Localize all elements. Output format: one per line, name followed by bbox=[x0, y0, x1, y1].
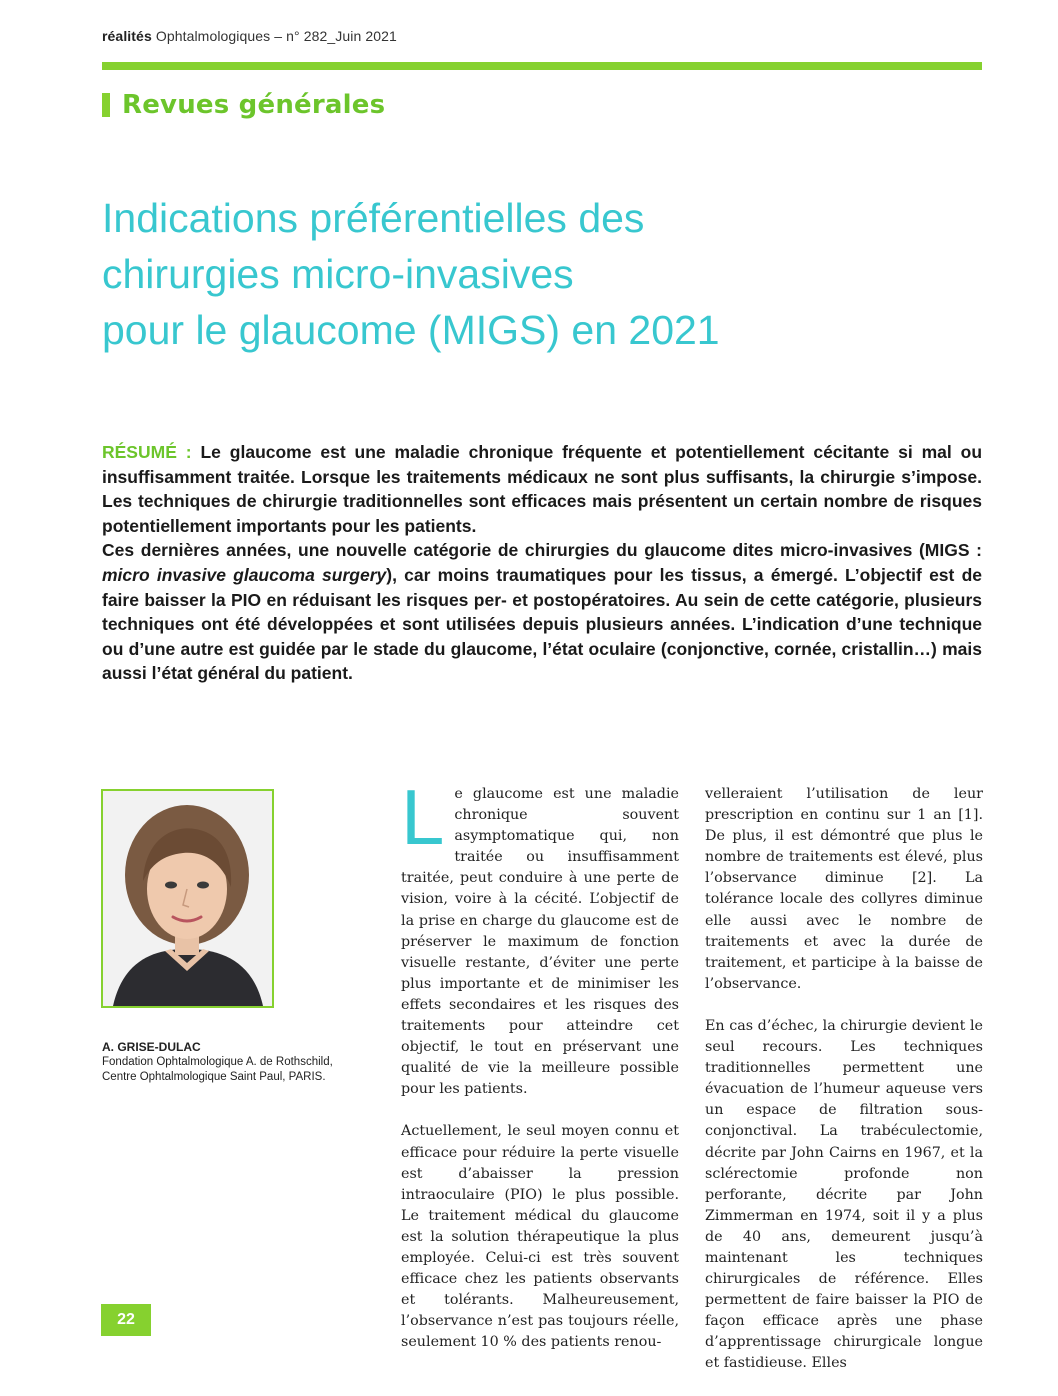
body-column-1 bbox=[401, 773, 679, 1374]
header-rule bbox=[102, 62, 982, 70]
abstract-paragraph-1 bbox=[102, 440, 982, 538]
abstract-text-2b: ), car moins traumatiques pour les tissus, a émergé. L’objectif est de faire baisser la PIO en réduisant les risques per- et postopératoires. Au sein de cette catégorie, plusieurs techniques ont été développées et sont utilisées depuis plusieurs années. L’indication d’une technique ou d’une autre est guidée par le stade du glaucome, l’état oculaire (conjonctive, cornée, cristallin…) mais aussi l’état général du patient. bbox=[102, 564, 982, 684]
body-paragraph: En cas d’échec, la chirurgie devient le seul recours. Les techniques traditionnelles permettent une évacuation de l’humeur aqueuse vers un espace de filtration sous-conjonctival. La trabéculectomie, décrite par John Cairns en 1967, et la sclérectomie profonde non perforante, décrite par John Zimmerman en 1974, soit il y a plus de 40 ans, demeurent jusqu’à maintenant les techniques chirurgicales de référence. Elles permettent de faire baisser la PIO de façon efficace après une phase d’apprentissage chirurgicale longue et fastidieuse. Elles bbox=[705, 1017, 983, 1372]
drop-cap: L bbox=[401, 773, 445, 861]
running-head bbox=[102, 28, 397, 44]
body-text: e glaucome est une maladie chronique souvent asymptomatique qui, non traitée ou insuffisamment traitée, peut conduire à une perte de vision, voire à la cécité. L’objectif de la prise en charge du glaucome est de préserver le maximum de fonction visuelle restante, d’éviter une perte plus importante et de minimiser les effets secondaires et les risques des traitements pour atteindre cet objectif, le tout en préservant une qualité de vie la meilleure possible pour les patients. bbox=[401, 786, 679, 1098]
page-number: 22 bbox=[101, 1304, 151, 1336]
body-paragraph: velleraient l’utilisation de leur prescription en continu sur 1 an [1]. De plus, il est démontré que plus le nombre de traitements est élevé, plus l’observance diminue [2]. La tolérance locale des collyres diminue elle aussi avec le nombre de traitements et avec la durée de traitement, et participe à la baisse de l’observance. bbox=[705, 786, 983, 992]
abstract-text-1: Le glaucome est une maladie chronique fréquente et potentiellement cécitante si mal ou insuffisamment traitée. Lorsque les traitements médicaux ne sont plus suffisants, la chirurgie s’impose. Les techniques de chirurgie traditionnelles sont efficaces mais présentent un certain nombre de risques potentiellement importants pour les patients. bbox=[102, 442, 983, 536]
author-block bbox=[102, 1040, 392, 1085]
abstract-paragraph-2 bbox=[102, 538, 982, 686]
section-marker bbox=[102, 93, 110, 117]
abstract-italic-term: micro invasive glaucoma surgery bbox=[102, 564, 387, 585]
body-column-2 bbox=[705, 784, 983, 1396]
body-paragraph bbox=[401, 773, 679, 1100]
abstract-keyword: RÉSUMÉ : bbox=[102, 442, 192, 462]
article-title bbox=[102, 190, 962, 358]
author-affiliation-1: Fondation Ophtalmologique A. de Rothschild, bbox=[102, 1056, 333, 1068]
title-line-1: Indications préférentielles des bbox=[102, 195, 645, 241]
section-label: Revues générales bbox=[122, 90, 386, 120]
issue-info: Ophtalmologiques – n° 282_Juin 2021 bbox=[151, 28, 397, 44]
abstract bbox=[102, 440, 982, 686]
title-line-3: pour le glaucome (MIGS) en 2021 bbox=[102, 307, 720, 353]
author-affiliation-2: Centre Ophtalmologique Saint Paul, PARIS. bbox=[102, 1071, 326, 1083]
author-name: A. GRISE-DULAC bbox=[102, 1040, 201, 1054]
author-photo bbox=[101, 789, 274, 1008]
journal-name: réalités bbox=[102, 28, 152, 44]
section-heading bbox=[102, 90, 385, 120]
body-paragraph: Actuellement, le seul moyen connu et efficace pour réduire la perte visuelle est d’abaisser la pression intraoculaire (PIO) le plus possible. Le traitement médical du glaucome est la solution thérapeutique la plus employée. Celui-ci est très souvent efficace chez les patients observants et tolérants. Malheureusement, l’observance n’est pas toujours réelle, seulement 10 % des patients renou- bbox=[401, 1123, 679, 1351]
abstract-text-2a: Ces dernières années, une nouvelle catégorie de chirurgies du glaucome dites micro-invasives (MIGS : bbox=[102, 540, 982, 561]
title-line-2: chirurgies micro-invasives bbox=[102, 251, 574, 297]
